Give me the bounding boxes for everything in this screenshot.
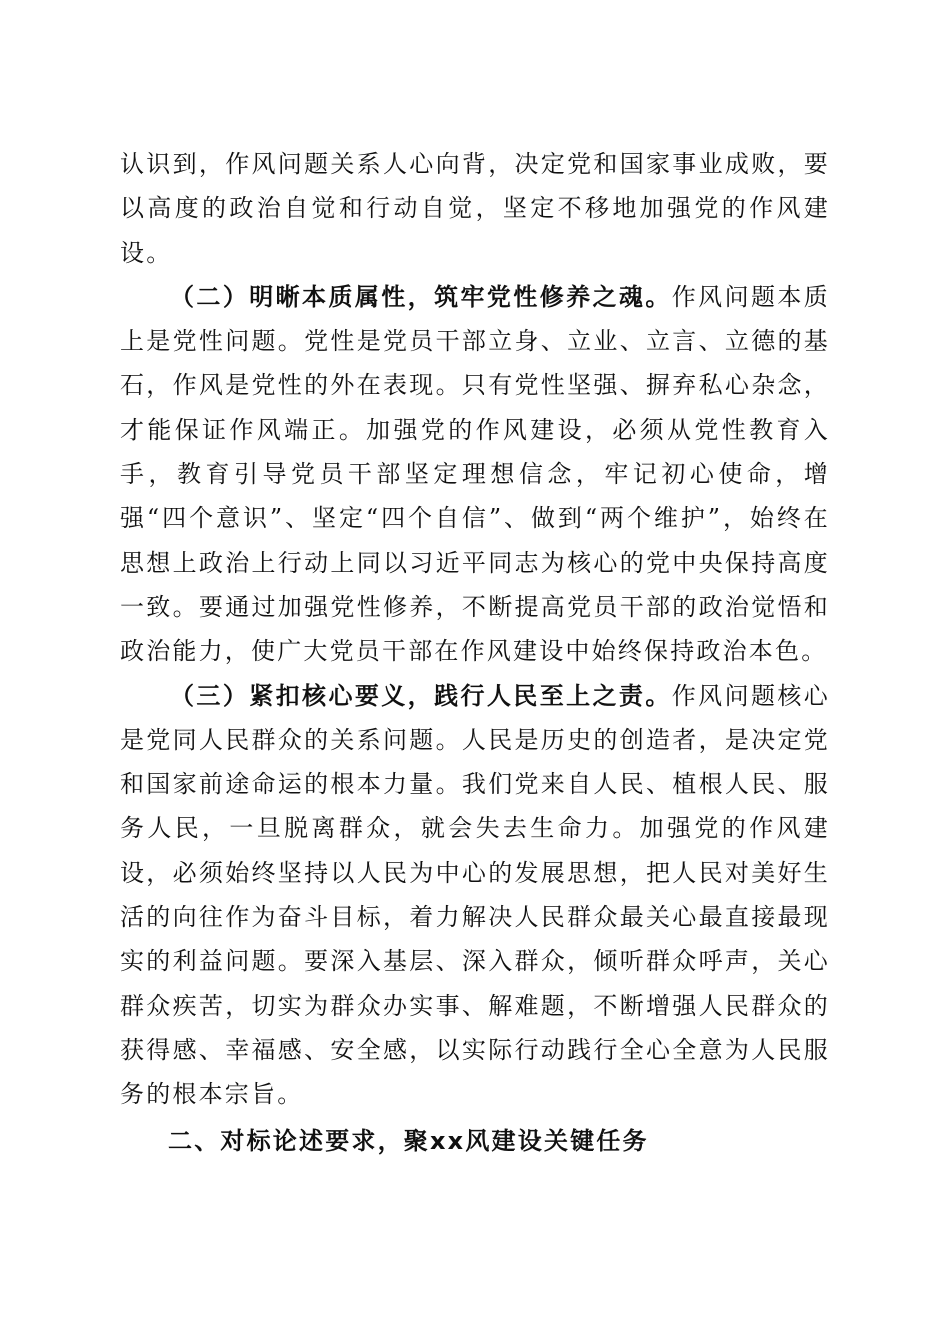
paragraph-people-first: [120, 674, 830, 1117]
paragraph-lead: （三）紧扣核心要义，践行人民至上之责。: [170, 681, 672, 710]
paragraph-lead: （二）明晰本质属性，筑牢党性修养之魂。: [170, 282, 672, 311]
section-heading: 二、对标论述要求，聚xx风建设关键任务: [168, 1126, 649, 1155]
paragraph-text: 作风问题核心是党同人民群众的关系问题。人民是历史的创造者，是决定党和国家前途命运的根本力量。我们党来自人民、植根人民、服务人民，一旦脱离群众，就会失去生命力。加强党的作风建设，必须始终坚持以人民为中心的发展思想，把人民对美好生活的向往作为奋斗目标，着力解决人民群众最关心最直接最现实的利益问题。要深入基层、深入群众，倾听群众呼声，关心群众疾苦，切实为群众办实事、解难题，不断增强人民群众的获得感、幸福感、安全感，以实际行动践行全心全意为人民服务的根本宗旨。: [120, 681, 830, 1109]
paragraph-continuation: [120, 142, 830, 275]
paragraph-text: 认识到，作风问题关系人心向背，决定党和国家事业成败，要以高度的政治自觉和行动自觉，坚定不移地加强党的作风建设。: [120, 150, 830, 267]
document-body: [120, 142, 830, 1163]
paragraph-text: 作风问题本质上是党性问题。党性是党员干部立身、立业、立言、立德的基石，作风是党性的外在表现。只有党性坚强、摒弃私心杂念，才能保证作风端正。加强党的作风建设，必须从党性教育入手，教育引导党员干部坚定理想信念，牢记初心使命，增强“四个意识”、坚定“四个自信”、做到“两个维护”，始终在思想上政治上行动上同以习近平同志为核心的党中央保持高度一致。要通过加强党性修养，不断提高党员干部的政治觉悟和政治能力，使广大党员干部在作风建设中始终保持政治本色。: [120, 282, 830, 666]
paragraph-party-spirit: [120, 275, 830, 674]
